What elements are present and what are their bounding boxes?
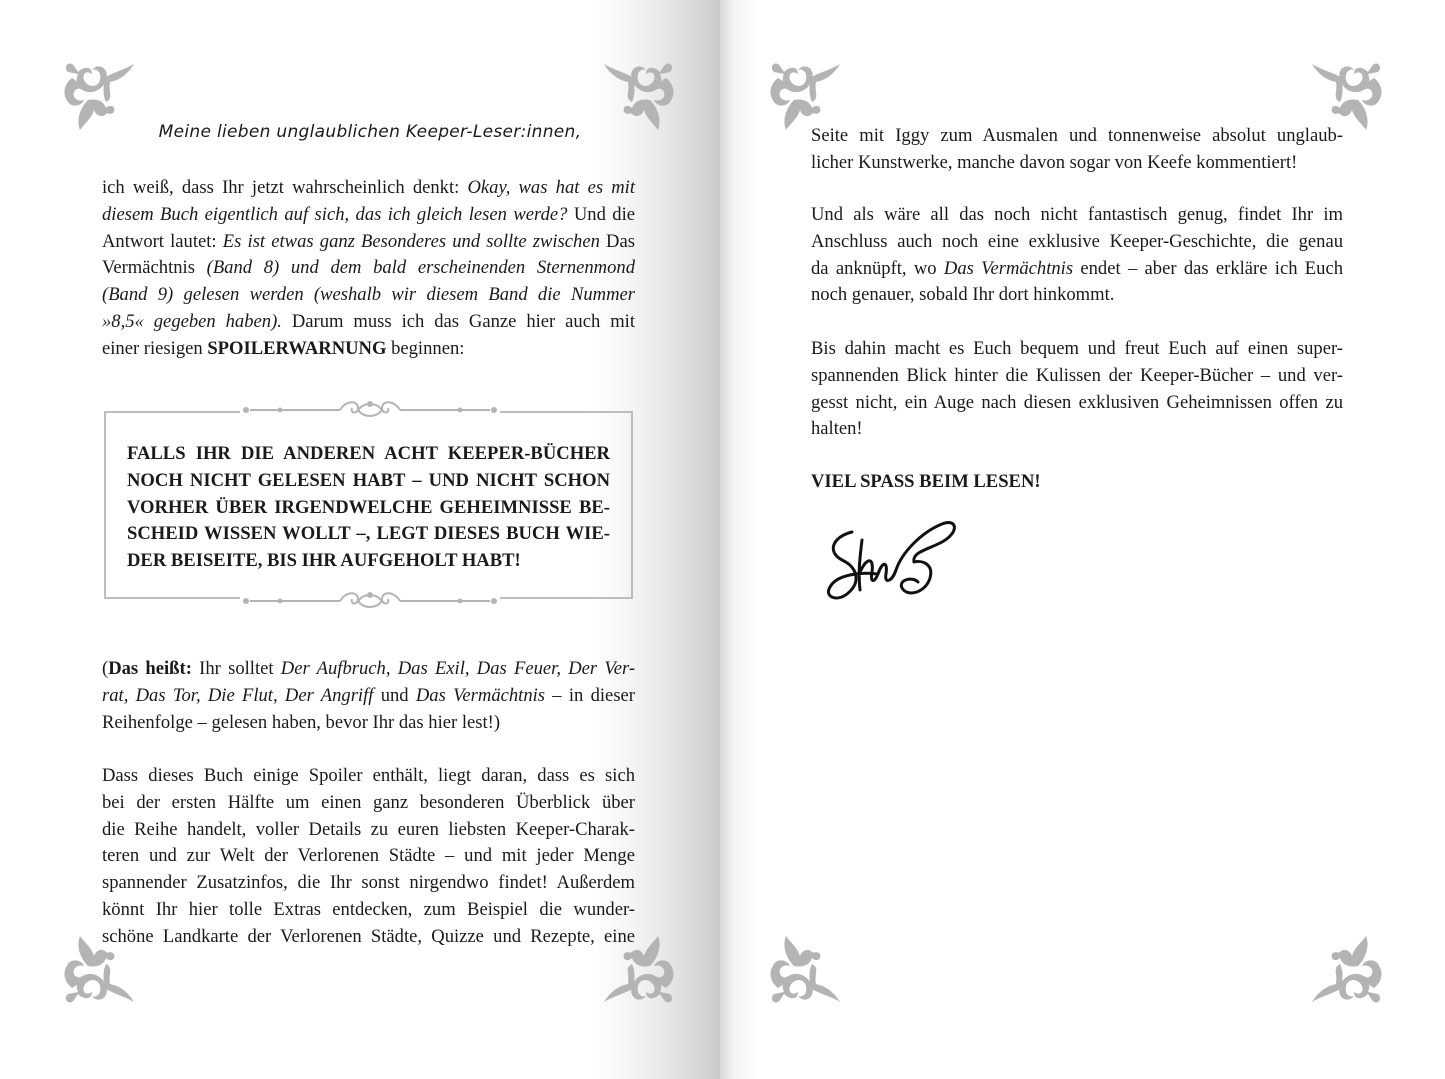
books-paragraph-line xyxy=(102,657,635,681)
text-run: diesem Buch eigentlich auf sich, das ich gleich lesen werde? xyxy=(102,203,568,225)
text-run: ( xyxy=(102,658,109,679)
spoiler-paragraph-line xyxy=(102,764,635,788)
text-run: licher Kunstwerke, manche davon sogar von Keefe kommentiert! xyxy=(811,151,1298,173)
continued-paragraph-line xyxy=(811,124,1343,148)
flourish-ornament-icon xyxy=(1308,58,1388,138)
text-run: bei der ersten Hälfte um einen ganz besonderen Überblick über xyxy=(102,791,635,813)
sign-off-line xyxy=(811,470,1343,494)
scroll-divider-icon xyxy=(240,589,500,613)
text-run: SPOILERWARNUNG xyxy=(207,337,387,359)
flourish-ornament-icon xyxy=(58,928,138,1008)
text-run: spannenden Blick hinter die Kulissen der Keeper-Bücher – und ver- xyxy=(811,364,1343,386)
flourish-ornament-icon xyxy=(1308,928,1388,1008)
spoiler-paragraph-line xyxy=(102,898,635,922)
spoiler-paragraph-line xyxy=(102,925,635,949)
flourish-ornament-icon xyxy=(764,58,844,138)
story-paragraph-line xyxy=(811,203,1343,227)
warning-line xyxy=(127,549,610,573)
text-run: gesst nicht, ein Auge nach diesen exklusiven Geheimnissen offen zu xyxy=(811,391,1343,413)
books-paragraph-line xyxy=(102,684,635,708)
warning-line xyxy=(127,522,610,546)
text-run: teren und zur Welt der Verlorenen Städte – und mit jeder Menge xyxy=(102,845,635,867)
text-run: Das xyxy=(599,230,635,252)
text-run: NOCH NICHT GELESEN HABT – UND NICHT SCHON xyxy=(127,469,610,491)
warning-line xyxy=(127,496,610,520)
text-run: Darum muss ich das Ganze hier auch mit xyxy=(281,310,635,332)
intro-paragraph-line xyxy=(102,176,635,200)
flourish-ornament-icon xyxy=(58,58,138,138)
text-run: rat, Das Tor, Die Flut, Der Angriff xyxy=(102,684,374,706)
text-run: spannender Zusatzinfos, die Ihr sonst nirgendwo findet! Außerdem xyxy=(102,872,635,893)
intro-paragraph-line xyxy=(102,256,635,280)
text-run: beginnen: xyxy=(386,337,465,359)
text-run: einer riesigen xyxy=(102,337,208,359)
spoiler-paragraph-line xyxy=(102,818,635,842)
text-run: VIEL SPASS BEIM LESEN! xyxy=(811,471,1041,492)
scroll-divider-icon xyxy=(240,398,500,422)
text-run: könnt Ihr hier tolle Extras entdecken, zum Beispiel die wunder- xyxy=(102,898,635,920)
spoiler-paragraph-line xyxy=(102,791,635,815)
intro-paragraph-line xyxy=(102,310,635,334)
text-run: Es ist etwas ganz Besonderes und sollte zwischen xyxy=(222,230,600,252)
warning-line xyxy=(127,469,610,493)
text-run: Okay, was hat es mit xyxy=(467,177,636,198)
text-run: VORHER ÜBER IRGENDWELCHE GEHEIMNISSE BE- xyxy=(127,496,610,518)
text-run: Seite mit Iggy zum Ausmalen und tonnenweise absolut unglaub- xyxy=(811,125,1343,146)
text-run: (Band 9) gelesen werden (weshalb wir diesem Band die Nummer xyxy=(102,284,635,305)
text-run: Das heißt: xyxy=(108,658,192,679)
text-run: halten! xyxy=(811,418,863,440)
intro-paragraph-line xyxy=(102,283,635,307)
warning-line xyxy=(127,442,610,466)
closing-paragraph-line xyxy=(811,337,1343,361)
text-run: SCHEID WISSEN WOLLT –, LEGT DIESES BUCH WIE- xyxy=(127,523,610,545)
text-run: Antwort lautet: xyxy=(102,230,223,252)
text-run: schöne Landkarte der Verlorenen Städte, Quizze und Rezepte, eine xyxy=(102,925,635,947)
story-paragraph-line xyxy=(811,230,1343,254)
text-run: Bis dahin macht es Euch bequem und freut Euch auf einen super- xyxy=(811,338,1343,359)
books-paragraph-line xyxy=(102,711,635,735)
intro-paragraph-line xyxy=(102,337,635,361)
text-run: Ihr solltet xyxy=(191,658,281,679)
intro-paragraph-line xyxy=(102,230,635,254)
text-run: – in dieser xyxy=(545,684,635,706)
text-run: FALLS IHR DIE ANDEREN ACHT KEEPER-BÜCHER xyxy=(127,443,610,464)
flourish-ornament-icon xyxy=(764,928,844,1008)
text-run: (Band 8) und dem bald erscheinenden Sternenmond xyxy=(194,257,635,279)
author-signature xyxy=(822,512,962,604)
text-run: Das Vermächtnis xyxy=(415,684,546,706)
continued-paragraph-line xyxy=(811,151,1343,175)
text-run: Anschluss auch noch eine exklusive Keeper-Geschichte, die genau xyxy=(811,230,1343,252)
text-run: Und als wäre all das noch nicht fantastisch genug, findet Ihr im xyxy=(811,204,1343,225)
closing-paragraph-line xyxy=(811,391,1343,415)
text-run: Das Vermächtnis xyxy=(943,257,1074,279)
text-run: Vermächtnis xyxy=(102,257,195,279)
closing-paragraph-line xyxy=(811,417,1343,441)
text-run: DER BEISEITE, BIS IHR AUFGEHOLT HABT! xyxy=(127,550,521,571)
text-run: die Reihe handelt, voller Details zu euren liebsten Keeper-Charak- xyxy=(102,818,635,840)
text-run: Der Aufbruch, Das Exil, Das Feuer, Der Ver- xyxy=(280,658,636,679)
text-run: da anknüpft, wo xyxy=(811,257,944,279)
story-paragraph-line xyxy=(811,257,1343,281)
flourish-ornament-icon xyxy=(600,58,680,138)
text-run: Reihenfolge – gelesen haben, bevor Ihr das hier lest!) xyxy=(102,711,501,733)
text-run: und xyxy=(373,684,416,706)
left-page xyxy=(0,0,720,1079)
text-run: ich weiß, dass Ihr jetzt wahrscheinlich denkt: xyxy=(102,177,468,198)
flourish-ornament-icon xyxy=(600,928,680,1008)
spoiler-paragraph-line xyxy=(102,844,635,868)
text-run: Dass dieses Buch einige Spoiler enthält, liegt daran, dass es sich xyxy=(102,765,635,786)
text-run: »8,5« gegeben haben). xyxy=(102,310,282,332)
closing-paragraph-line xyxy=(811,364,1343,388)
text-run: endet – aber das erkläre ich Euch xyxy=(1073,257,1344,279)
greeting: Meine lieben unglaublichen Keeper-Leser:innen, xyxy=(158,122,582,142)
spoiler-paragraph-line xyxy=(102,871,635,895)
story-paragraph-line xyxy=(811,283,1343,307)
text-run: Und die xyxy=(567,203,635,225)
text-run: noch genauer, sobald Ihr dort hinkommt. xyxy=(811,284,1115,306)
intro-paragraph-line xyxy=(102,203,635,227)
